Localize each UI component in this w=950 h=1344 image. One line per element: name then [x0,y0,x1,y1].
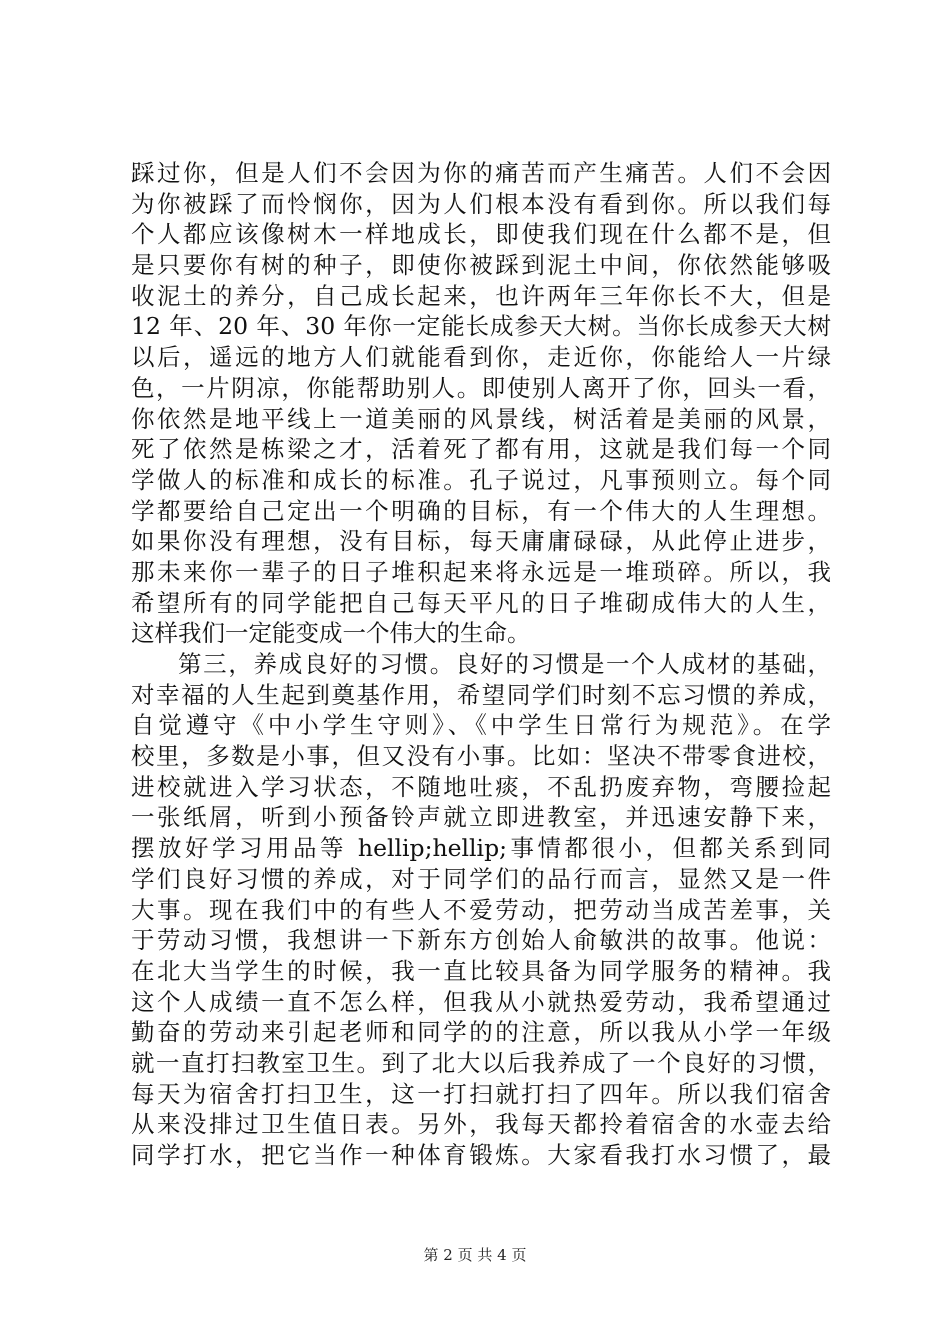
text-line: 希望所有的同学能把自己每天平凡的日子堆砌成伟大的人生， [131,588,831,617]
text-line: 收泥土的养分，自己成长起来，也许两年三年你长不大，但是 [131,281,831,310]
text-line: 这样我们一定能变成一个伟大的生命。 [131,619,531,648]
text-line: 是只要你有树的种子，即使你被踩到泥土中间，你依然能够吸 [131,251,831,280]
text-line: 死了依然是栋梁之才，活着死了都有用，这就是我们每一个同 [131,435,831,464]
text-line: 大事。现在我们中的有些人不爱劳动，把劳动当成苦差事，关 [131,895,831,924]
text-line: 踩过你，但是人们不会因为你的痛苦而产生痛苦。人们不会因 [131,159,831,187]
text-line: 如果你没有理想，没有目标，每天庸庸碌碌，从此停止进步， [131,527,831,556]
text-line: 学做人的标准和成长的标准。孔子说过，凡事预则立。每个同 [131,465,831,494]
text-line: 以后，遥远的地方人们就能看到你，走近你，你能给人一片绿 [131,343,831,372]
text-line: 同学打水，把它当作一种体育锻炼。大家看我打水习惯了，最 [131,1141,831,1169]
text-line: 自觉遵守《中小学生守则》、《中学生日常行为规范》。在学 [131,711,831,740]
text-line: 校里，多数是小事，但又没有小事。比如：坚决不带零食进校， [131,742,831,771]
text-line: 12 年、20 年、30 年你一定能长成参天大树。当你长成参天大树 [131,312,831,341]
text-line: 学都要给自己定出一个明确的目标，有一个伟大的人生理想。 [131,496,831,525]
text-line: 为你被踩了而怜悯你，因为人们根本没有看到你。所以我们每 [131,189,831,218]
text-line: 对幸福的人生起到奠基作用，希望同学们时刻不忘习惯的养成， [131,680,831,709]
text-line: 就一直打扫教室卫生。到了北大以后我养成了一个良好的习惯， [131,1048,831,1077]
text-line: 你依然是地平线上一道美丽的风景线，树活着是美丽的风景， [131,404,831,433]
text-line: 色，一片阴凉，你能帮助别人。即使别人离开了你，回头一看， [131,373,831,402]
text-line: 那未来你一辈子的日子堆积起来将永远是一堆琐碎。所以，我 [131,557,831,586]
paragraph-first-line: 第三，养成良好的习惯。良好的习惯是一个人成材的基础， [178,650,831,678]
text-line: 勤奋的劳动来引起老师和同学的的注意，所以我从小学一年级 [131,1018,831,1047]
text-line: 这个人成绩一直不怎么样，但我从小就热爱劳动，我希望通过 [131,987,831,1016]
text-line: 一张纸屑，听到小预备铃声就立即进教室，并迅速安静下来， [131,803,831,832]
text-line: 在北大当学生的时候，我一直比较具备为同学服务的精神。我 [131,956,831,985]
text-line: 每天为宿舍打扫卫生，这一打扫就打扫了四年。所以我们宿舍 [131,1079,831,1108]
text-line: 学们良好习惯的养成，对于同学们的品行而言，显然又是一件 [131,864,831,893]
text-line: 进校就进入学习状态，不随地吐痰，不乱扔废弃物，弯腰捡起 [131,772,831,801]
text-line: 从来没排过卫生值日表。另外，我每天都拎着宿舍的水壶去给 [131,1110,831,1139]
body-text [131,158,831,1171]
text-line: 摆放好学习用品等 hellip;hellip;事情都很小，但都关系到同 [131,834,831,863]
text-line: 于劳动习惯，我想讲一下新东方创始人俞敏洪的故事。他说： [131,926,831,955]
text-line: 个人都应该像树木一样地成长，即使我们现在什么都不是，但 [131,220,831,249]
page-footer: 第 2 页 共 4 页 [423,1246,527,1264]
